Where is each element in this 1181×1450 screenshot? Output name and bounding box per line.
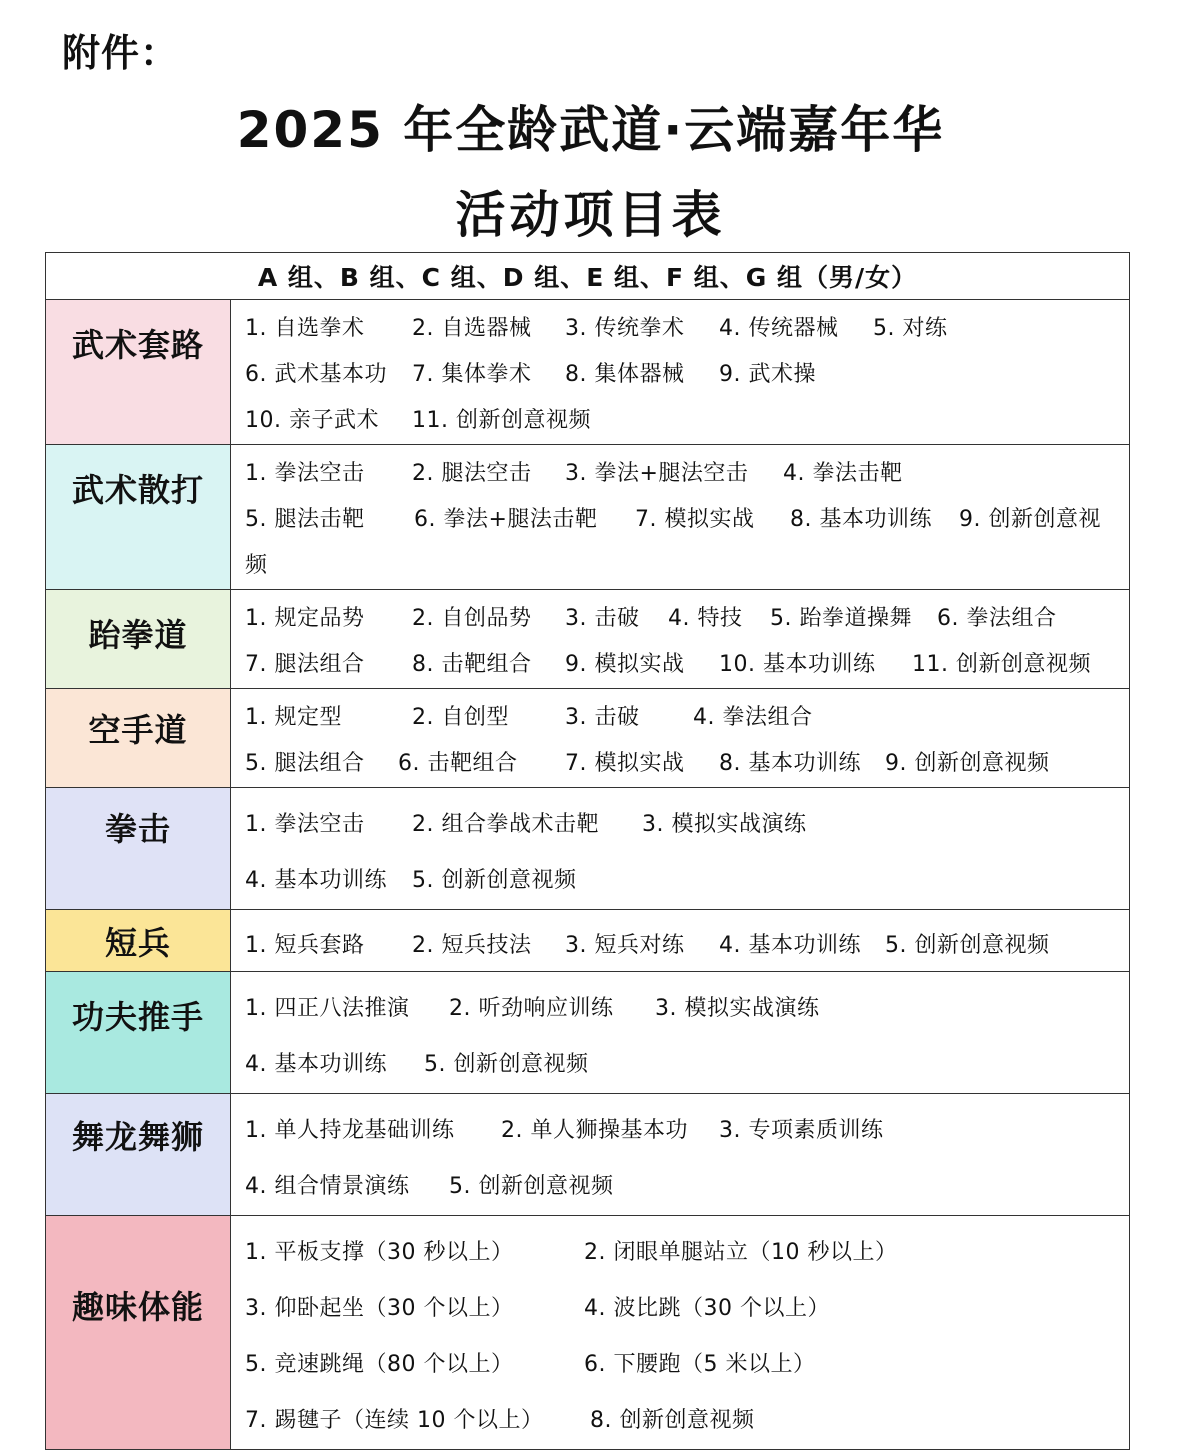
items-line [245,352,1129,398]
items-line [245,695,1129,741]
activity-item: 2. 腿法空击 [412,461,532,486]
items-line [245,853,1129,909]
items-line [245,797,1129,853]
items-line [245,1159,1129,1215]
activity-item: 4. 特技 [668,606,743,631]
activity-item: 4. 拳法组合 [693,705,813,730]
items-line [245,306,1129,352]
activity-item: 4. 基本功训练 [245,868,387,893]
items-line [245,497,1129,543]
activity-item: 10. 基本功训练 [719,652,876,677]
items-cell [231,972,1130,1094]
items-line [245,398,1129,444]
activity-item: 5. 腿法击靶 [245,507,365,532]
activity-item: 4. 传统器械 [719,316,839,341]
activity-item: 1. 规定品势 [245,606,365,631]
category-label: 空手道 [88,711,188,749]
category-cell [46,972,231,1094]
activity-item: 8. 基本功训练 [719,751,861,776]
table-row [46,972,1130,1094]
activity-item: 5. 跆拳道操舞 [770,606,912,631]
table-row [46,689,1130,788]
category-cell [46,445,231,590]
category-cell [46,689,231,788]
table-row [46,445,1130,590]
activity-item: 9. 武术操 [719,362,816,387]
activity-item: 1. 拳法空击 [245,812,365,837]
activity-item: 1. 四正八法推演 [245,996,410,1021]
activity-item: 8. 击靶组合 [412,652,532,677]
activity-item: 8. 基本功训练 [790,507,932,532]
items-line [245,1225,1129,1281]
table-row [46,1216,1130,1450]
table-row [46,1094,1130,1216]
activity-item: 9. 模拟实战 [565,652,685,677]
document-title: 2025 年全龄武道·云端嘉年华 [236,101,945,159]
activity-item: 11. 创新创意视频 [412,408,591,433]
items-cell [231,788,1130,910]
category-label: 功夫推手 [71,998,204,1036]
activity-item: 1. 平板支撑（30 秒以上） [245,1240,514,1265]
items-line [245,1281,1129,1337]
activity-item: 4. 基本功训练 [245,1052,387,1077]
category-label: 武术散打 [71,471,204,509]
items-cell [231,910,1130,972]
activity-item: 2. 自创型 [412,705,509,730]
items-line [245,1037,1129,1093]
activity-item: 6. 下腰跑（5 米以上） [584,1352,816,1377]
activity-item: 8. 集体器械 [565,362,685,387]
activity-item: 1. 短兵套路 [245,933,365,958]
items-line [245,1103,1129,1159]
activity-item: 2. 单人狮操基本功 [501,1118,688,1143]
category-label: 拳击 [104,810,171,848]
activity-table [45,252,1130,1450]
category-label: 趣味体能 [71,1288,204,1326]
category-cell [46,910,231,972]
items-line [245,1337,1129,1393]
items-cell [231,689,1130,788]
activity-item: 3. 短兵对练 [565,933,685,958]
items-line [245,642,1129,688]
category-cell [46,1094,231,1216]
activity-item: 11. 创新创意视频 [912,652,1091,677]
category-label: 武术套路 [71,326,204,364]
activity-item: 4. 拳法击靶 [783,461,903,486]
activity-item: 3. 专项素质训练 [719,1118,884,1143]
items-cell [231,300,1130,445]
items-line [245,543,1129,589]
activity-item: 8. 创新创意视频 [590,1408,755,1433]
group-header: A 组、B 组、C 组、D 组、E 组、F 组、G 组（男/女） [46,253,1130,300]
items-line [245,451,1129,497]
table-row [46,300,1130,445]
activity-item: 2. 自创品势 [412,606,532,631]
activity-item: 5. 腿法组合 [245,751,365,776]
activity-item: 2. 短兵技法 [412,933,532,958]
category-label: 跆拳道 [88,616,188,654]
document-subtitle: 活动项目表 [455,186,726,244]
table-row [46,910,1130,972]
activity-item: 4. 波比跳（30 个以上） [584,1296,830,1321]
activity-item: 2. 自选器械 [412,316,532,341]
activity-item: 2. 组合拳战术击靶 [412,812,599,837]
activity-item: 7. 模拟实战 [635,507,755,532]
items-cell [231,1094,1130,1216]
activity-item: 7. 模拟实战 [565,751,685,776]
activity-item: 2. 听劲响应训练 [449,996,614,1021]
category-label: 舞龙舞狮 [71,1118,204,1156]
activity-item: 5. 创新创意视频 [412,868,577,893]
items-cell [231,445,1130,590]
activity-item: 频 [245,553,268,578]
activity-item: 7. 踢毽子（连续 10 个以上） [245,1408,544,1433]
category-label: 短兵 [104,924,171,962]
activity-item: 1. 单人持龙基础训练 [245,1118,455,1143]
activity-item: 3. 拳法+腿法空击 [565,461,749,486]
items-cell [231,1216,1130,1450]
activity-item: 6. 武术基本功 [245,362,387,387]
activity-item: 5. 创新创意视频 [449,1174,614,1199]
table-row [46,590,1130,689]
activity-item: 3. 传统拳术 [565,316,685,341]
activity-item: 6. 拳法+腿法击靶 [414,507,598,532]
activity-item: 6. 击靶组合 [398,751,518,776]
activity-item: 9. 创新创意视频 [885,751,1050,776]
attachment-label: 附件： [62,31,180,75]
category-cell [46,590,231,689]
activity-item: 2. 闭眼单腿站立（10 秒以上） [584,1240,898,1265]
activity-item: 3. 模拟实战演练 [655,996,820,1021]
activity-item: 9. 创新创意视 [959,507,1101,532]
activity-item: 5. 对练 [873,316,948,341]
activity-item: 1. 拳法空击 [245,461,365,486]
activity-item: 5. 竞速跳绳（80 个以上） [245,1352,514,1377]
activity-item: 1. 自选拳术 [245,316,365,341]
items-cell [231,590,1130,689]
activity-item: 4. 组合情景演练 [245,1174,410,1199]
items-line [245,1393,1129,1449]
items-line [245,596,1129,642]
activity-item: 6. 拳法组合 [937,606,1057,631]
activity-item: 7. 集体拳术 [412,362,532,387]
activity-item: 4. 基本功训练 [719,933,861,958]
table-body [46,300,1130,1450]
category-cell [46,1216,231,1450]
activity-item: 5. 创新创意视频 [885,933,1050,958]
items-line [245,981,1129,1037]
activity-item: 3. 模拟实战演练 [642,812,807,837]
table-header-row [46,253,1130,300]
items-line [245,741,1129,787]
activity-item: 3. 击破 [565,606,640,631]
category-cell [46,300,231,445]
activity-item: 3. 仰卧起坐（30 个以上） [245,1296,514,1321]
activity-item: 3. 击破 [565,705,640,730]
table-row [46,788,1130,910]
category-cell [46,788,231,910]
items-line [245,923,1129,969]
activity-item: 1. 规定型 [245,705,342,730]
activity-item: 7. 腿法组合 [245,652,365,677]
activity-item: 5. 创新创意视频 [424,1052,589,1077]
activity-item: 10. 亲子武术 [245,408,379,433]
